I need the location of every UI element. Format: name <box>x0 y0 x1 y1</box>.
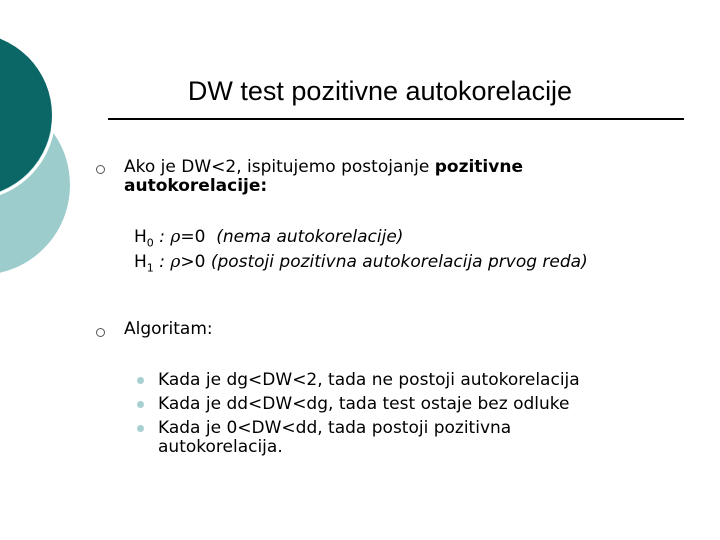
subitem-3 <box>158 419 511 457</box>
subitem-3-line2: autokorelacija. <box>158 437 283 457</box>
h1-label: H <box>134 252 147 272</box>
h0-sub: 0 <box>146 236 154 250</box>
bullet-ring-icon <box>96 328 105 337</box>
sub-bullet-dot-icon <box>137 401 144 408</box>
decorative-circles <box>0 0 120 300</box>
bullet1-line2: autokorelacije: <box>124 176 268 196</box>
h0-sep: : <box>153 227 171 247</box>
h1-cond: >0 <box>180 252 206 272</box>
bullet1-prefix: Ako je DW<2, ispitujemo postojanje <box>124 157 435 177</box>
hypothesis-h1 <box>134 252 588 274</box>
h1-sep: : <box>153 252 171 272</box>
subitem-2: Kada je dd<DW<dg, tada test ostaje bez odluke <box>158 394 570 414</box>
rho-symbol: ρ <box>170 252 181 272</box>
rho-symbol: ρ <box>170 227 181 247</box>
subitem-1: Kada je dg<DW<2, tada ne postoji autokorelacija <box>158 370 580 390</box>
h1-sub: 1 <box>146 261 154 275</box>
subitem-3-line1: Kada je 0<DW<dd, tada postoji pozitivna <box>158 418 512 438</box>
bullet1-bold: pozitivne <box>434 157 523 177</box>
bullet-ring-icon <box>96 165 105 174</box>
h1-note: (postoji pozitivna autokorelacija prvog reda) <box>210 252 588 272</box>
title-underline <box>108 118 684 120</box>
hypothesis-h0 <box>134 227 403 249</box>
h0-note: (nema autokorelacije) <box>216 227 404 247</box>
bullet1-text <box>124 158 523 196</box>
h0-label: H <box>134 227 147 247</box>
sub-bullet-dot-icon <box>137 377 144 384</box>
sub-bullet-dot-icon <box>137 425 144 432</box>
h0-cond: =0 <box>180 227 206 247</box>
slide-title: DW test pozitivne autokorelacije <box>187 76 573 106</box>
bullet2-text: Algoritam: <box>124 319 213 339</box>
